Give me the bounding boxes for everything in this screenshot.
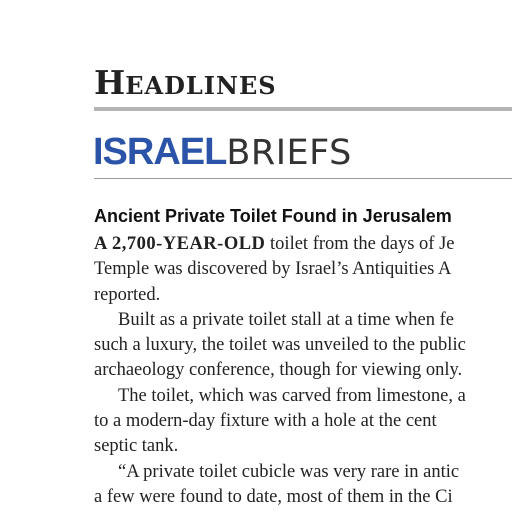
body-line: reported. bbox=[94, 284, 161, 305]
section-divider bbox=[94, 107, 512, 111]
column-brand bbox=[93, 133, 352, 171]
body-line: archaeology conference, though for viewing only. bbox=[94, 360, 463, 381]
body-line: septic tank. bbox=[94, 436, 179, 457]
body-line: a few were found to date, most of them in the Ci bbox=[94, 486, 453, 507]
body-line: such a luxury, the toilet was unveiled to the public bbox=[94, 335, 466, 356]
section-heading-initial: H bbox=[94, 63, 126, 102]
body-line: The toilet, which was carved from limestone, a bbox=[118, 385, 466, 406]
article-title: Ancient Private Toilet Found in Jerusalem bbox=[94, 206, 452, 226]
body-line-text: toilet from the days of Je bbox=[265, 234, 455, 254]
body-line: Temple was discovered by Israel’s Antiquities A bbox=[94, 259, 452, 280]
section-heading-rest: EADLINES bbox=[125, 71, 277, 100]
lead-in: A 2,700-YEAR-OLD bbox=[94, 234, 266, 254]
article-body bbox=[94, 232, 512, 510]
brand-divider bbox=[94, 178, 512, 179]
body-line bbox=[94, 232, 512, 257]
section-heading bbox=[94, 63, 277, 102]
brand-briefs: BRIEFS bbox=[226, 133, 352, 173]
brand-israel: ISRAEL bbox=[93, 131, 227, 173]
body-line: Built as a private toilet stall at a time when fe bbox=[118, 309, 454, 330]
body-line: “A private toilet cubicle was very rare in antic bbox=[118, 461, 460, 482]
body-line: to a modern-day fixture with a hole at the cent bbox=[94, 411, 437, 432]
